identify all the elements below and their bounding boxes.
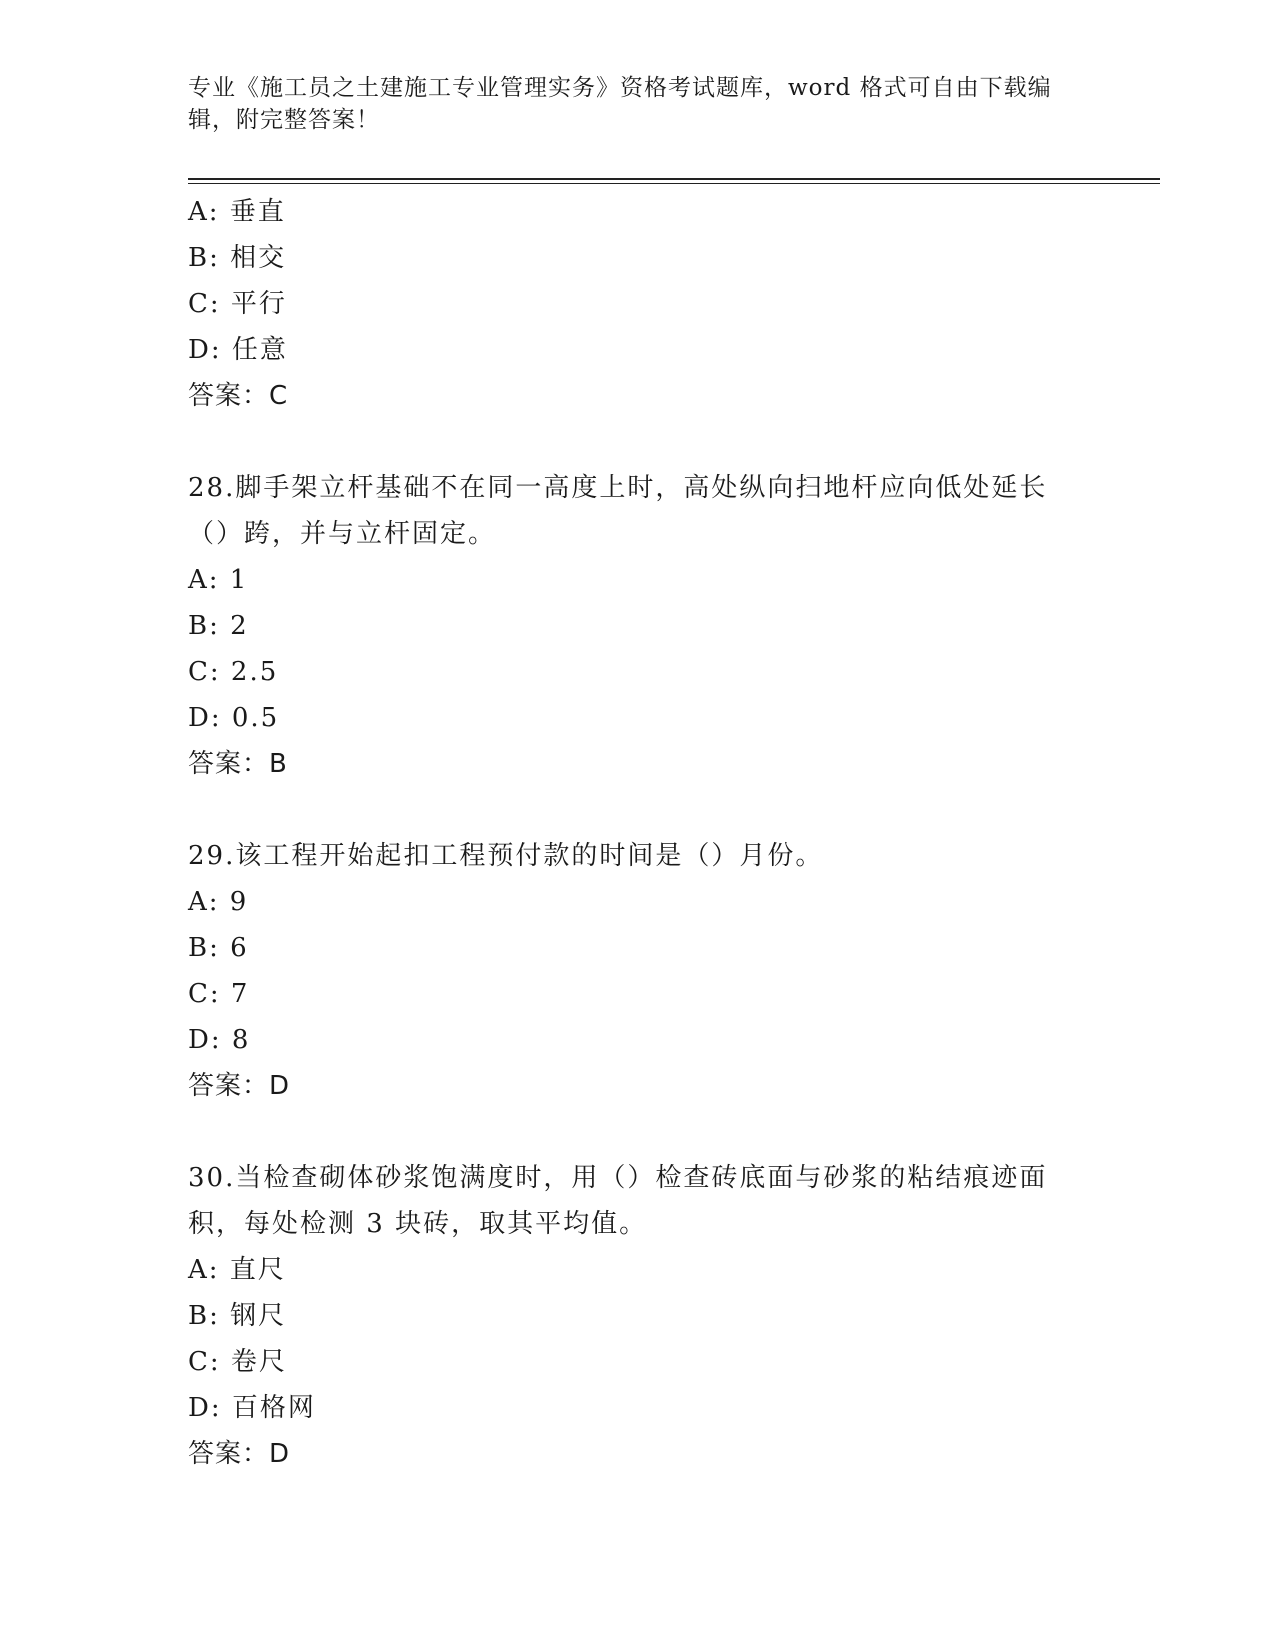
option-c: C: 卷尺 [188, 1347, 287, 1377]
option-d: D: 0.5 [188, 703, 280, 733]
spacer [188, 1109, 1088, 1155]
option-b: B: 2 [188, 611, 249, 641]
option-c: C: 7 [188, 979, 250, 1009]
option-b: B: 相交 [188, 243, 287, 273]
question-text: 29.该工程开始起扣工程预付款的时间是（）月份。 [188, 841, 824, 871]
option-c: C: 平行 [188, 289, 287, 319]
answer: 答案：D [188, 1071, 291, 1101]
header-rule-thick [188, 178, 1160, 180]
option-a: A: 9 [188, 887, 249, 917]
option-b: B: 6 [188, 933, 249, 963]
option-a: A: 1 [188, 565, 249, 595]
question-block [188, 189, 1088, 419]
question-text: 30.当检查砌体砂浆饱满度时，用（）检查砖底面与砂浆的粘结痕迹面 [188, 1163, 1048, 1193]
option-d: D: 8 [188, 1025, 251, 1055]
answer: 答案：D [188, 1439, 291, 1469]
option-a: A: 直尺 [188, 1255, 286, 1285]
option-c: C: 2.5 [188, 657, 279, 687]
option-a: A: 垂直 [188, 197, 286, 227]
question-block [188, 833, 1088, 1109]
option-d: D: 任意 [188, 335, 288, 365]
question-block [188, 1155, 1088, 1477]
header-text: 专业《施工员之土建施工专业管理实务》资格考试题库，word 格式可自由下载编辑，附完整答案！ [188, 75, 1052, 133]
spacer [188, 787, 1088, 833]
question-text: 28.脚手架立杆基础不在同一高度上时，高处纵向扫地杆应向低处延长 [188, 473, 1048, 503]
option-b: B: 钢尺 [188, 1301, 287, 1331]
answer: 答案：C [188, 381, 289, 411]
option-d: D: 百格网 [188, 1393, 316, 1423]
header-rule-thin [188, 183, 1160, 184]
document-header [188, 72, 1078, 136]
question-text: 积，每处检测 3 块砖，取其平均值。 [188, 1209, 648, 1239]
question-list [188, 189, 1088, 1477]
spacer [188, 419, 1088, 465]
question-block [188, 465, 1088, 787]
question-text: （）跨，并与立杆固定。 [188, 519, 497, 549]
answer: 答案：B [188, 749, 288, 779]
